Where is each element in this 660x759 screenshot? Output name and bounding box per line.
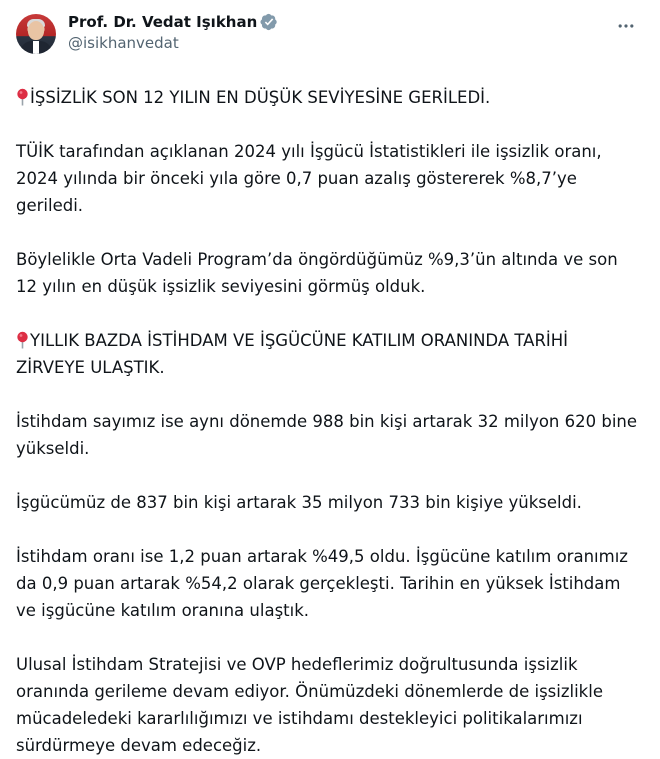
more-dots-icon[interactable]: [614, 14, 638, 38]
verified-badge-icon[interactable]: [260, 13, 278, 31]
tweet-paragraph-text: İstihdam sayımız ise aynı dönemde 988 bin kişi artarak 32 milyon 620 bine yükseldi.: [16, 412, 638, 458]
tweet-paragraph-text: Ulusal İstihdam Stratejisi ve OVP hedeflerimiz doğrultusunda işsizlik oranında gerileme devam ediyor. Önümüzdeki dönemlerde de işsizlikle mücadeledeki kararlılığımızı ve istihdamı destekleyici politikalarımızı sürdürmeye devam edeceğiz.: [16, 655, 603, 755]
tweet-header: [16, 10, 644, 60]
tweet-paragraph-text: İstihdam oranı ise 1,2 puan artarak %49,5 oldu. İşgücüne katılım oranımız da 0,9 puan artarak %54,2 olarak gerçekleşti. Tarihin en yüksek İstihdam ve işgücüne katılım oranına ulaştık.: [16, 547, 628, 620]
display-name[interactable]: Prof. Dr. Vedat Işıkhan: [68, 13, 258, 31]
tweet-paragraph-text: İşgücümüz de 837 bin kişi artarak 35 milyon 733 bin kişiye yükseldi.: [16, 493, 582, 512]
tweet-paragraph: [16, 84, 644, 111]
round-pushpin-icon: [16, 87, 29, 105]
author-info: [68, 12, 278, 52]
round-pushpin-icon: [16, 330, 29, 348]
tweet-paragraph: [16, 489, 644, 516]
name-row: [68, 12, 278, 32]
tweet-paragraph-text: TÜİK tarafından açıklanan 2024 yılı İşgücü İstatistikleri ile işsizlik oranı, 2024 yılında bir önceki yıla göre 0,7 puan azalış göstererek %8,7’ye geriledi.: [16, 142, 602, 215]
handle[interactable]: @isikhanvedat: [68, 34, 179, 52]
tweet-paragraph-text: YILLIK BAZDA İSTİHDAM VE İŞGÜCÜNE KATILIM ORANINDA TARİHİ ZİRVEYE ULAŞTIK.: [16, 331, 569, 377]
tweet-text: [16, 84, 644, 759]
tweet-paragraph: [16, 327, 644, 381]
tweet-paragraph-text: İŞSİZLİK SON 12 YILIN EN DÜŞÜK SEVİYESİNE GERİLEDİ.: [30, 88, 491, 107]
tweet-paragraph: [16, 408, 644, 462]
tweet-paragraph: [16, 246, 644, 300]
tweet-paragraph: [16, 138, 644, 219]
tweet-paragraph: [16, 543, 644, 624]
tweet-paragraph-text: Böylelikle Orta Vadeli Program’da öngördüğümüz %9,3’ün altında ve son 12 yılın en düşük işsizlik seviyesini görmüş olduk.: [16, 250, 618, 296]
avatar[interactable]: [16, 14, 56, 54]
tweet-paragraph: [16, 651, 644, 759]
